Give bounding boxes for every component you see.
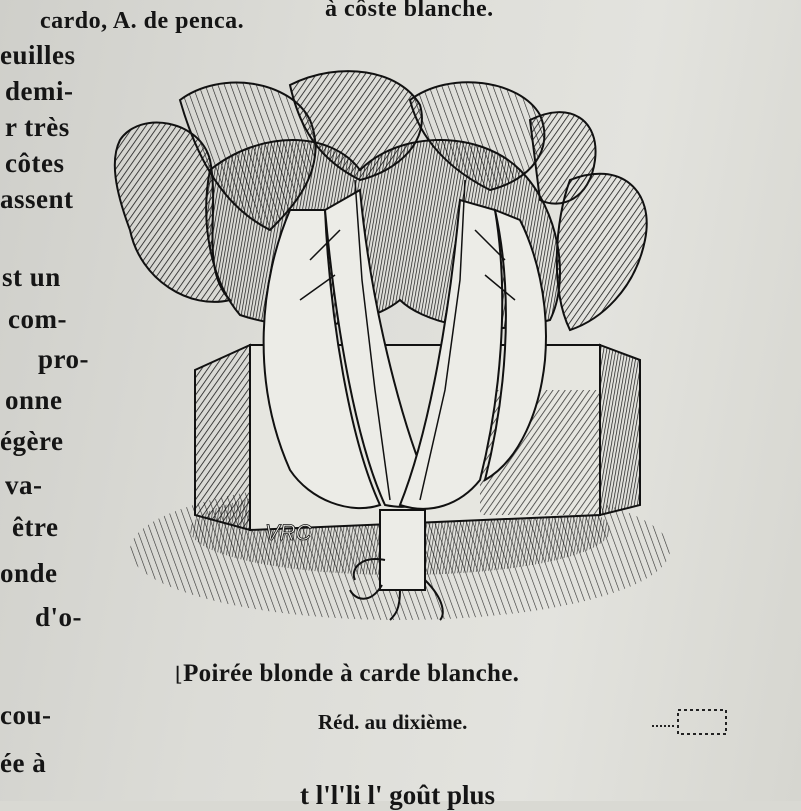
cabbage-leaves: [115, 71, 647, 330]
printer-mark-icon: [650, 706, 730, 740]
engraver-signature: VRC: [265, 520, 312, 545]
line-fragment: assent: [0, 184, 74, 214]
line-fragment: euilles: [0, 40, 76, 70]
line-fragment: demi-: [5, 76, 74, 106]
header-line-2: cardo, A. de penca.: [40, 8, 245, 34]
line-fragment: onne: [5, 385, 63, 415]
line-fragment: r très: [5, 112, 70, 142]
line-fragment: com-: [8, 304, 67, 334]
line-fragment: va-: [5, 470, 43, 500]
line-fragment: d'o-: [35, 602, 83, 632]
footer-text: t l'l'li l' goût plus: [300, 780, 496, 810]
figure-subcaption: Réd. au dixième.: [318, 710, 468, 734]
line-fragment: égère: [0, 426, 64, 456]
line-fragment: onde: [0, 558, 58, 588]
line-fragment: pro-: [38, 344, 90, 374]
line-fragment: cou-: [0, 700, 52, 730]
line-fragment: être: [12, 512, 59, 542]
cabbage-illustration: [100, 60, 700, 650]
line-fragment: st un: [2, 262, 61, 292]
line-fragment: ée à: [0, 748, 47, 778]
header-line-1: à côste blanche.: [325, 0, 494, 22]
caption-text: Poirée blonde à carde blanche.: [183, 660, 520, 687]
caption-bracket: ⌊: [175, 664, 184, 686]
line-fragment: côtes: [5, 148, 65, 178]
figure-caption: [175, 660, 519, 688]
